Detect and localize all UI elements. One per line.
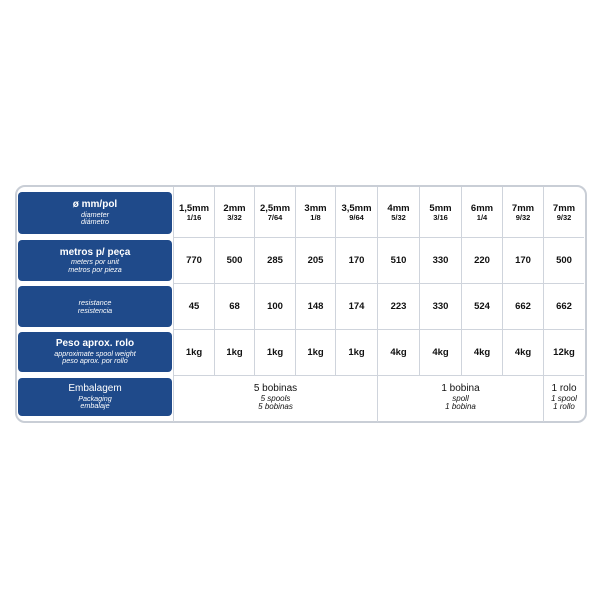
packaging-cell-1-bobina [378, 378, 543, 418]
label-meters [18, 240, 172, 281]
diameter-inch: 1/8 [310, 213, 321, 223]
label-resistance-sub1: resistance [78, 297, 112, 307]
grid-line [174, 375, 584, 376]
packaging-sub: 5 spools [260, 393, 291, 403]
diameter-mm: 3,5mm [341, 203, 372, 215]
label-resistance [18, 286, 172, 327]
weight-cell: 4kg [390, 346, 407, 358]
resistance-cell: 223 [390, 300, 407, 312]
weight-cell: 12kg [553, 346, 575, 358]
meters-cell: 220 [474, 254, 490, 266]
meters-cell: 510 [390, 254, 407, 266]
meters-cell: 500 [226, 254, 243, 266]
resistance-cell: 68 [229, 300, 240, 312]
diameter-mm: 6mm [470, 203, 494, 215]
label-diameter-sub2: diámetro [81, 217, 109, 227]
diameter-inch: 9/64 [349, 213, 364, 223]
diameter-inch: 9/32 [556, 213, 572, 223]
diameter-inch: 1/16 [186, 213, 202, 223]
label-resistance-sub2: resistencia [77, 305, 113, 315]
resistance-cell: 148 [307, 300, 324, 312]
packaging-cell-5-bobinas [174, 378, 377, 418]
weight-cell: 1kg [266, 346, 284, 358]
packaging-main: 1 rolo [551, 383, 577, 395]
label-weight-sub2: peso aprox. por rollo [62, 356, 128, 366]
meters-cell: 770 [186, 254, 202, 266]
resistance-cell: 174 [348, 300, 365, 312]
diameter-mm: 2,5mm [259, 203, 291, 215]
label-meters-sub1: meters por unit [71, 257, 119, 267]
packaging-main: 1 bobina [441, 383, 480, 395]
diameter-mm: 4mm [387, 203, 410, 215]
resistance-cell: 662 [515, 300, 531, 312]
diameter-cell [215, 190, 254, 236]
packaging-sub: 5 bobinas [258, 402, 293, 412]
packaging-sub: 1 spool [551, 393, 577, 403]
diameter-inch: 3/16 [433, 213, 448, 223]
resistance-cell: 524 [474, 300, 490, 312]
diameter-inch: 3/32 [227, 213, 242, 223]
weight-cell: 1kg [348, 346, 365, 358]
diameter-inch: 9/32 [515, 213, 531, 223]
label-packaging [18, 378, 172, 416]
diameter-mm: 1,5mm [178, 203, 210, 215]
label-weight-main: Peso aprox. rolo [55, 338, 135, 350]
label-meters-sub2: metros por pieza [68, 264, 122, 274]
weight-cell: 4kg [432, 346, 449, 358]
label-diameter [18, 192, 172, 234]
weight-cell: 1kg [307, 346, 324, 358]
weight-cell: 4kg [473, 346, 491, 358]
diameter-cell [462, 190, 502, 236]
label-meters-main: metros p/ peça [59, 246, 131, 258]
label-packaging-main: Embalagem [68, 383, 122, 395]
meters-cell: 500 [556, 254, 572, 266]
packaging-sub: spoll [452, 393, 469, 403]
diameter-cell [174, 190, 214, 236]
packaging-sub: 1 rollo [553, 402, 575, 412]
label-weight [18, 332, 172, 372]
diameter-cell [336, 190, 377, 236]
label-diameter-sub1: diameter [81, 209, 109, 219]
resistance-cell: 662 [556, 300, 572, 312]
meters-cell: 170 [515, 254, 531, 266]
meters-cell: 170 [348, 254, 365, 266]
resistance-cell: 45 [188, 300, 200, 312]
weight-cell: 1kg [185, 346, 203, 358]
diameter-mm: 7mm [511, 203, 535, 215]
diameter-cell [544, 190, 584, 236]
packaging-cell-1-rolo [544, 378, 584, 418]
meters-cell: 205 [307, 254, 324, 266]
label-packaging-sub2: embalaje [80, 401, 110, 411]
packaging-sub: 1 bobina [445, 402, 476, 412]
diameter-mm: 7mm [552, 203, 576, 215]
resistance-cell: 100 [267, 300, 283, 312]
diameter-mm: 2mm [223, 203, 246, 215]
diameter-cell [503, 190, 543, 236]
label-packaging-sub1: Packaging [78, 393, 112, 403]
weight-cell: 4kg [514, 346, 532, 358]
diameter-inch: 5/32 [391, 213, 406, 223]
meters-cell: 330 [432, 254, 449, 266]
diameter-cell [420, 190, 461, 236]
diameter-mm: 5mm [429, 203, 452, 215]
diameter-mm: 3mm [304, 203, 327, 215]
meters-cell: 285 [267, 254, 283, 266]
diameter-inch: 7/64 [267, 213, 283, 223]
resistance-cell: 330 [432, 300, 449, 312]
diameter-cell [296, 190, 335, 236]
diameter-cell [378, 190, 419, 236]
packaging-main: 5 bobinas [253, 383, 298, 395]
label-diameter-main: ø mm/pol [72, 199, 118, 211]
label-weight-sub1: approximate spool weight [54, 348, 136, 358]
weight-cell: 1kg [226, 346, 243, 358]
diameter-cell [255, 190, 295, 236]
diameter-inch: 1/4 [476, 213, 488, 223]
